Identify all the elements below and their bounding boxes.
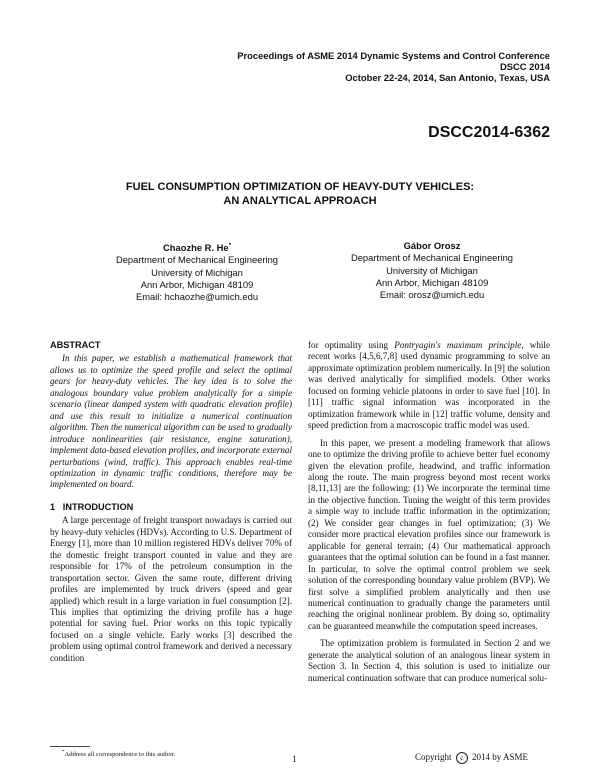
abstract-body: In this paper, we establish a mathematical framework that allows us to optimize the speed profile and select the optimal gears for heavy-duty vehicles. The key idea is to solve the analogous boundary value problem analytically for a simple scenario (linear damped system with quadratic elevation profile) and use this result to initialize a numerical continuation algorithm. Then the numerical algorithm can be used to gradually introduce nonlinearities (air resistance, engine saturation), implement data-based elevation profiles, and incorporate external perturbations (wind, traffic). This approach enables real-time optimization in dynamic traffic conditions, therefore may be implemented on board. <box>50 353 292 490</box>
author-university: University of Michigan <box>151 266 243 278</box>
intro-paragraph-1: A large percentage of freight transport nowadays is carried out by heavy-duty vehicles (HDVs). According to U.S. Department of Energy [1], more than 10 million registered HDVs deliver 70% of the domestic freight transport counted in value and they are responsible for 17% of the petroleum consumption in the transportation sector. Given the same route, different driving profiles are implemented by truck drivers (speed and gear applied) which result in a large variation in fuel consumption [2]. This implies that optimizing the driving profile has a huge potential for saving fuel. Prior works on this topic typically focused on a single vehicle. Early works [3] described the problem using optimal control framework and derived a necessary condition <box>50 515 292 663</box>
paper-id: DSCC2014-6362 <box>428 124 550 141</box>
author-department: Department of Mechanical Engineering <box>115 254 279 266</box>
author-city: Ann Arbor, Michigan 48109 <box>140 279 254 291</box>
copyright-notice: Copyright c 2014 by ASME <box>415 752 529 763</box>
copyright-symbol-icon: c <box>456 752 468 764</box>
intro-paragraph-2: In this paper, we present a modeling framework that allows one to optimize the driving profile to achieve better fuel economy given the elevation profile, headwind, and traffic information along the route. The main progress beyond most recent works [8,11,13] are the following: (1) We incorporate the terminal time in the objective function. Tuning the weight of this term provides a simple way to include traffic information in the optimization; (2) We consider gear changes in fuel optimization; (3) We consider more practical elevation profiles since our framework is applicable for general terrain; (4) Our mathematical approach guarantees that the optimal solution can be found in a fast manner. In particular, to solve the optimal control problem we seek solution of the corresponding boundary value problem (BVP). We first solve a simplified problem analytically and then use numerical continuation to gradually change the parameters until reaching the original nonlinear problem. By doing so, optimality can be guaranteed meanwhile the computation speed increases. <box>308 437 550 631</box>
author-email[interactable]: Email: orosz@umich.edu <box>379 289 485 301</box>
footnote-divider <box>50 746 90 747</box>
author-name: Gábor Orosz <box>403 240 461 251</box>
conference-date-location: October 22-24, 2014, San Antonio, Texas, USA <box>345 72 550 83</box>
intro-heading <box>50 502 292 513</box>
paper-title <box>0 180 600 208</box>
author-email[interactable]: Email: hchaozhe@umich.edu <box>135 291 259 303</box>
footnote: *Address all correspondence to this author. <box>62 750 176 759</box>
author-department: Department of Mechanical Engineering <box>350 252 514 264</box>
author-block-2 <box>302 240 562 301</box>
page-number: 1 <box>292 754 297 764</box>
author-university: University of Michigan <box>386 264 478 276</box>
section-title: INTRODUCTION <box>62 501 134 512</box>
intro-paragraph-3: The optimization problem is formulated in Section 2 and we generate the analytical solution of an analogous linear system in Section 3. In Section 4, this solution is used to initialize our numerical continuation software that can produce numerical solu- <box>308 638 550 683</box>
author-block-1 <box>67 240 327 304</box>
left-column <box>50 340 292 664</box>
paper-title-line-1: FUEL CONSUMPTION OPTIMIZATION OF HEAVY-DUTY VEHICLES: <box>125 181 475 193</box>
paper-title-line-2: AN ANALYTICAL APPROACH <box>223 195 377 207</box>
author-city: Ann Arbor, Michigan 48109 <box>375 276 489 288</box>
conference-header <box>237 50 550 83</box>
intro-paragraph-continued: for optimality using Pontryagin's maximum principle, while recent works [4,5,6,7,8] used dynamic programming to solve an approximate optimization problem numerically. In [9] the solution was derived analytically for simplified models. Other works focused on forming vehicle platoons in order to save fuel [10]. In [11] traffic signal information was incorporated in the optimization framework while in [12] traffic volume, density and speed prediction from a macroscopic traffic model was used. <box>308 340 550 431</box>
footnote-mark: * <box>228 243 231 249</box>
right-column <box>308 340 550 684</box>
section-number: 1 <box>50 501 56 512</box>
pontryagin-principle: Pontryagin's maximum principle <box>394 340 522 350</box>
author-name: Chaozhe R. He* <box>163 242 231 254</box>
footnote-mark: * <box>62 750 65 755</box>
conference-acronym: DSCC 2014 <box>499 61 550 72</box>
abstract-heading: ABSTRACT <box>50 340 101 350</box>
conference-name: Proceedings of ASME 2014 Dynamic Systems and Control Conference <box>237 50 550 61</box>
